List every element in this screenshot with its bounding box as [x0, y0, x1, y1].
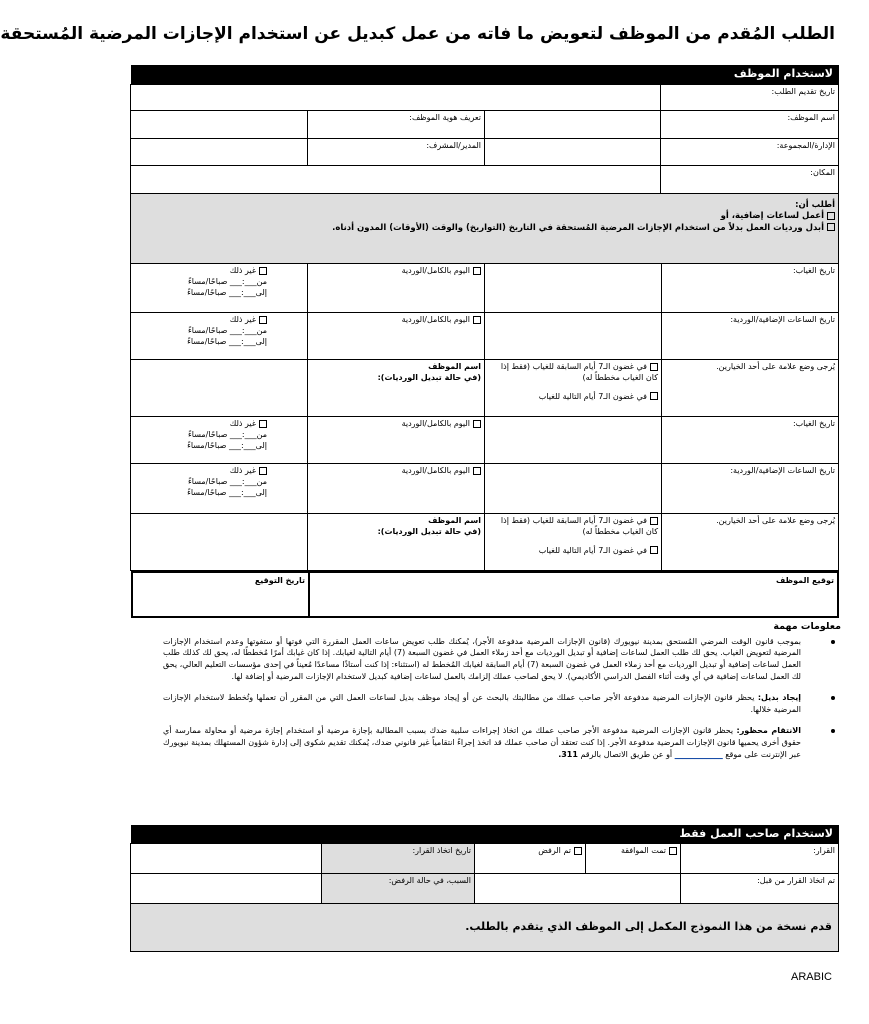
department-label: الإدارة/المجموعة:: [776, 141, 835, 150]
supervisor-label: المدير/المشرف:: [426, 141, 481, 150]
swap-employee-input-1[interactable]: [131, 360, 308, 417]
absence-date-label-1: تاريخ الغياب:: [662, 264, 839, 313]
request-box: [130, 194, 838, 264]
request-option-swap-shift: أبدل ورديات العمل بدلاً من استخدام الإجازات المرضية المُستحقة في التاريخ (التواريخ) والوقت (الأوقات) المدون أدناه.: [332, 222, 824, 233]
employee-id-label: تعريف هوية الموظف:: [409, 113, 481, 122]
full-day-option-1[interactable]: اليوم بالكامل/الوردية: [308, 264, 485, 313]
date-submitted-field[interactable]: [661, 85, 839, 111]
supervisor-field[interactable]: [308, 139, 485, 166]
department-input[interactable]: [485, 139, 661, 166]
decision-label: القرار:: [681, 844, 839, 874]
swap-employee-input-2[interactable]: [131, 514, 308, 571]
employee-name-label: اسم الموظف:: [787, 113, 835, 122]
location-input[interactable]: [130, 166, 660, 194]
other-time-option-2[interactable]: غير ذلك من___:___ صباحًا/مساءً إلى___:___ صباحًا/مساءً: [131, 313, 308, 360]
extra-hours-date-label-1: تاريخ الساعات الإضافية/الوردية:: [662, 313, 839, 360]
info-heading: معلومات مهمة: [773, 621, 841, 632]
employee-signature-field[interactable]: [306, 573, 837, 616]
extra-hours-date-input-1[interactable]: [485, 313, 662, 360]
location-field[interactable]: [661, 166, 839, 194]
info-paragraph-2: إيجاد بديل: يحظر قانون الإجازات المرضية مدفوعة الأجر صاحب عملك من مطالبتك بالبحث عن أو إيجاد موظف بديل لساعات العمل التي من المقرر أن تعملها وتُخطط لاستخدام الإجازات المرضية خلالها.: [163, 693, 802, 714]
signature-date-field[interactable]: [133, 573, 310, 616]
denied-option[interactable]: تم الرفض: [475, 844, 586, 874]
denial-reason-field[interactable]: السبب، في حالة الرفض:: [322, 874, 475, 904]
request-title: أطلب أن:: [795, 200, 835, 210]
extra-hours-date-label-2: تاريخ الساعات الإضافية/الوردية:: [662, 464, 839, 514]
info-paragraph-3: الانتقام محظور: يحظر قانون الإجازات المرضية مدفوعة الأجر صاحب عملك من اتخاذ إجراءات سلبية ضدك بسبب المطالبة بإجازة مرضية أو استخدام إجازة مرضية أو محاولة ممارسة أي حقوق أخرى يحميها قانون الإجازات المرضية مدفوعة الأجر. إذا كنت تعتقد أن صاحب عملك قد اتخذ إجراءً انتقامياً غير قانوني ضدك، يُمكنك تقديم شكوى إلى إدارة شؤون المستهلك بمدينة نيويورك عبر الإنترنت على موقع ____________ أو عن طريق الاتصال بالرقم 311.: [163, 726, 802, 759]
prior-7-days-checkbox-2[interactable]: [650, 517, 658, 525]
form-title: الطلب المُقدم من الموظف لتعويض ما فاته من عمل كبديل عن استخدام الإجازات المرضية المُستحقة: [0, 24, 835, 44]
choose-option-label-1: يُرجى وضع علامة على أحد الخيارين.: [662, 360, 839, 417]
prior-7-days-checkbox-1[interactable]: [650, 363, 658, 371]
swap-shift-checkbox[interactable]: [827, 223, 835, 231]
signature-date-label: تاريخ التوقيع: [254, 576, 305, 585]
dca-website-link[interactable]: ____________: [674, 749, 723, 759]
other-time-option-1[interactable]: غير ذلك من___:___ صباحًا/مساءً إلى___:___ صباحًا/مساءً: [131, 264, 308, 313]
employee-section-header: لاستخدام الموظف: [131, 65, 839, 84]
swap-employee-label-1: اسم الموظف (في حالة تبديل الورديات):: [308, 360, 485, 417]
employer-section-header: لاستخدام صاحب العمل فقط: [131, 825, 839, 843]
other-time-option-4[interactable]: غير ذلك من___:___ صباحًا/مساءً إلى___:___ صباحًا/مساءً: [131, 464, 308, 514]
request-option-extra-hours: أعمل لساعات إضافية، أو: [720, 211, 824, 222]
next-7-days-checkbox-2[interactable]: [650, 546, 658, 554]
swap-employee-label-2: اسم الموظف (في حالة تبديل الورديات):: [308, 514, 485, 571]
employee-signature-label: توقيع الموظف: [776, 576, 834, 585]
info-paragraph-1: بموجب قانون الوقت المرضي المُستحق بمدينة نيويورك (قانون الإجازات المرضية مدفوعة الأجر)، يُمكنك طلب تعويض ساعات العمل المقررة التي فوتها أو ستفوتها وعدم استخدام الإجازات المرضية لتعويض الغياب. يحق لك طلب العمل لساعات إضافية أو تبديل الورديات مع أحد زملاء العمل في غضون السبعة (7) أيام التالية لغيابك. إذا كان غيابك أمرًا مُخططًا له، يحق لك كذلك طلب العمل لساعات إضافية أو تبديل الورديات مع أحد زملاء العمل في غضون السبعة (7) أيام السابقة لغيابك المُخطط له (استثناء: إذا كنت أستاذًا مساعدًا مُعيناً في إحدى مؤسسات التعليم العالي، يحق لك العمل لساعات إضافية في أي وقت أثناء الفصل الدراسي الأكاديمي). لا يحق لصاحب عملك إلزامك بالعمل لساعات إضافية كبديل لاستخدام الإجازات المرضية أو إضافة لها.: [163, 636, 801, 681]
decision-date-input[interactable]: [131, 844, 322, 874]
employee-name-field[interactable]: [661, 111, 839, 139]
employee-id-input[interactable]: [130, 111, 307, 139]
decided-by-label: تم اتخاذ القرار من قبل:: [681, 874, 839, 904]
next-7-days-checkbox-1[interactable]: [650, 392, 658, 400]
department-field[interactable]: [661, 139, 839, 166]
signature-box: [131, 571, 839, 618]
denial-reason-input[interactable]: [131, 874, 322, 904]
supervisor-input[interactable]: [130, 139, 307, 166]
decision-date-field[interactable]: تاريخ اتخاذ القرار:: [322, 844, 475, 874]
full-day-option-3[interactable]: اليوم بالكامل/الوردية: [308, 417, 485, 464]
full-day-option-2[interactable]: اليوم بالكامل/الوردية: [308, 313, 485, 360]
employee-info-table: [131, 84, 839, 264]
absence-date-label-2: تاريخ الغياب:: [662, 417, 839, 464]
extra-hours-date-input-2[interactable]: [485, 464, 662, 514]
employee-name-input[interactable]: [485, 111, 661, 139]
decided-by-input[interactable]: [475, 874, 681, 904]
important-info: [131, 620, 841, 770]
choose-option-label-2: يُرجى وضع علامة على أحد الخيارين.: [662, 514, 839, 571]
other-time-option-3[interactable]: غير ذلك من___:___ صباحًا/مساءً إلى___:___ صباحًا/مساءً: [131, 417, 308, 464]
employer-table: [131, 843, 839, 952]
language-label: ARABIC: [791, 971, 832, 983]
timing-options-1[interactable]: في غضون الـ7 أيام السابقة للغياب (فقط إذا كان الغياب مخططاً له) في غضون الـ7 أيام التالية للغياب: [485, 360, 662, 417]
employee-id-field[interactable]: [308, 111, 485, 139]
timing-options-2[interactable]: في غضون الـ7 أيام السابقة للغياب (فقط إذا كان الغياب مخططاً له) في غضون الـ7 أيام التالية للغياب: [485, 514, 662, 571]
absence-date-input-2[interactable]: [485, 417, 662, 464]
date-submitted-input[interactable]: [130, 85, 660, 111]
submit-copy-note: قدم نسخة من هذا النموذج المكمل إلى الموظف الذي يتقدم بالطلب.: [131, 904, 839, 952]
approved-option[interactable]: تمت الموافقة: [586, 844, 681, 874]
date-submitted-label: تاريخ تقديم الطلب:: [771, 87, 835, 96]
schedule-table: [131, 263, 839, 571]
location-label: المكان:: [810, 168, 835, 177]
full-day-option-4[interactable]: اليوم بالكامل/الوردية: [308, 464, 485, 514]
absence-date-input-1[interactable]: [485, 264, 662, 313]
extra-hours-checkbox[interactable]: [827, 212, 835, 220]
